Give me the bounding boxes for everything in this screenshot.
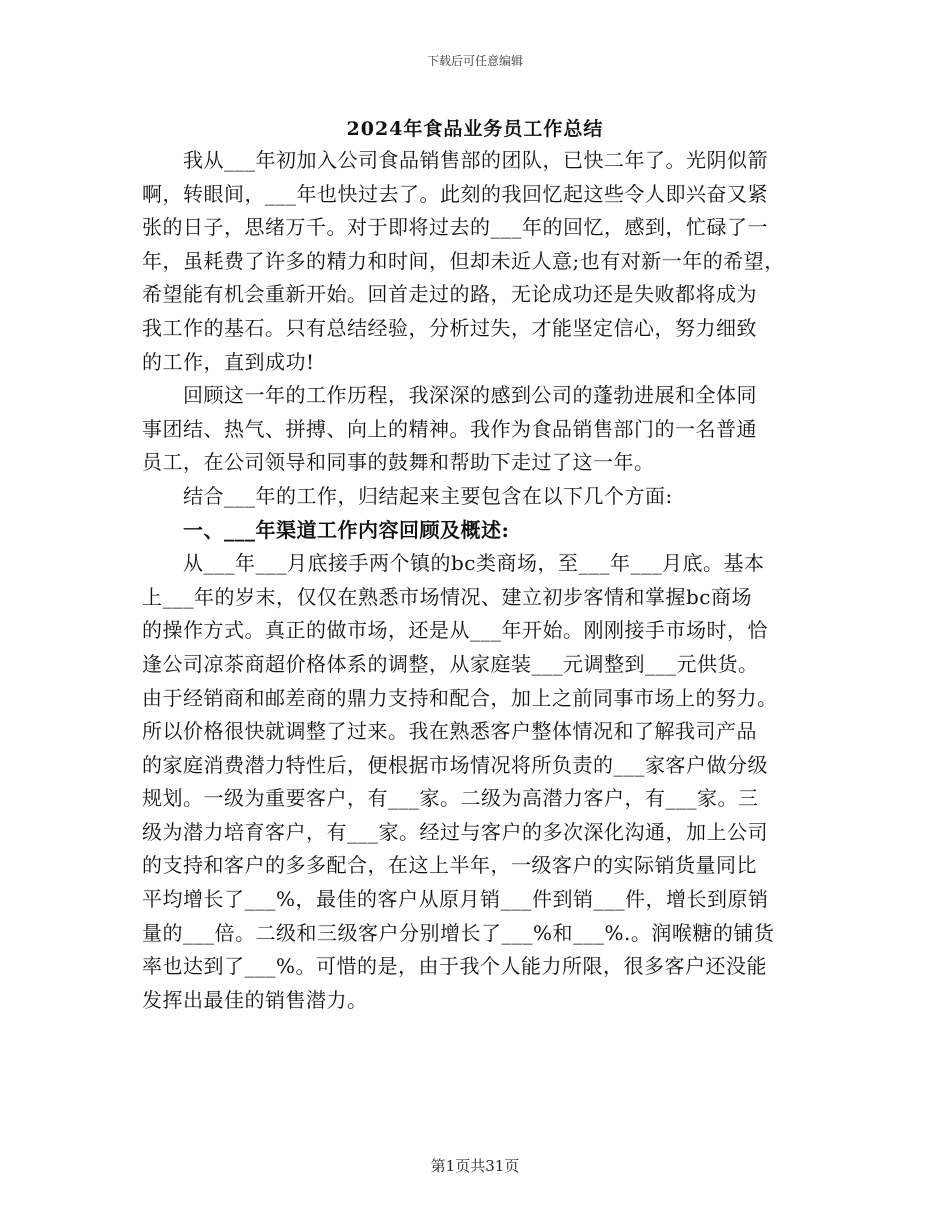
document-title: 2024年食品业务员工作总结 [346,118,604,140]
body-text-line: 的家庭消费潜力特性后，便根据市场情况将所负责的___家客户做分级 [142,752,768,777]
page-header-note: 下载后可任意编辑 [426,54,523,68]
body-text-line: 结合___年的工作，归结起来主要包含在以下几个方面: [142,483,673,508]
body-text-line: 回顾这一年的工作历程，我深深的感到公司的蓬勃进展和全体同 [142,383,757,408]
section-heading-line: 一、___年渠道工作内容回顾及概述: [142,517,510,542]
body-text-line: 我工作的基石。只有总结经验，分析过失，才能坚定信心，努力细致 [142,315,757,340]
body-text-line: 逢公司凉茶商超价格体系的调整，从家庭装___元调整到___元供货。 [142,651,759,676]
body-text-line: 级为潜力培育客户，有___家。经过与客户的多次深化沟通，加上公司 [142,819,768,844]
body-text-line: 的操作方式。真正的做市场，还是从___年开始。刚刚接手市场时，恰 [142,618,768,643]
body-text-line: 规划。一级为重要客户，有___家。二级为高潜力客户，有___家。三 [142,786,759,811]
body-text-line: 我从___年初加入公司食品销售部的团队，已快二年了。光阴似箭 [142,148,768,172]
document-body [142,144,808,1017]
page-footer-number: 第1页共31页 [430,1157,520,1175]
body-text-line: 的工作，直到成功! [142,349,315,374]
body-text-line: 年，虽耗费了许多的精力和时间，但却未近人意;也有对新一年的希望， [142,248,785,273]
body-text-line: 上___年的岁末，仅仅在熟悉市场情况、建立初步客情和掌握bc商场 [142,584,753,609]
body-text-line: 事团结、热气、拼搏、向上的精神。我作为食品销售部门的一名普通 [142,416,757,441]
body-text-line: 啊，转眼间，___年也快过去了。此刻的我回忆起这些令人即兴奋又紧 [142,181,768,206]
body-text-line: 的支持和客户的多多配合，在这上半年，一级客户的实际销货量同比 [142,853,757,878]
body-text-line: 张的日子，思绪万千。对于即将过去的___年的回忆，感到，忙碌了一 [142,215,768,240]
body-text-line: 希望能有机会重新开始。回首走过的路，无论成功还是失败都将成为 [142,282,757,307]
body-text-line: 发挥出最佳的销售潜力。 [142,987,368,1012]
body-text-line: 量的___倍。二级和三级客户分别增长了___%和___%.。润喉糖的铺货 [142,920,775,945]
body-text-line: 所以价格很快就调整了过来。我在熟悉客户整体情况和了解我司产品 [142,719,757,744]
body-text-line: 员工，在公司领导和同事的鼓舞和帮助下走过了这一年。 [142,450,655,475]
body-text-line: 平均增长了___%，最佳的客户从原月销___件到销___件，增长到原销 [142,887,769,912]
body-text-line: 从___年___月底接手两个镇的bc类商场，至___年___月底。基本 [142,551,765,576]
body-text-line: 率也达到了___%。可惜的是，由于我个人能力所限，很多客户还没能 [142,954,768,979]
body-text-line: 由于经销商和邮差商的鼎力支持和配合，加上之前同事市场上的努力。 [142,685,778,710]
